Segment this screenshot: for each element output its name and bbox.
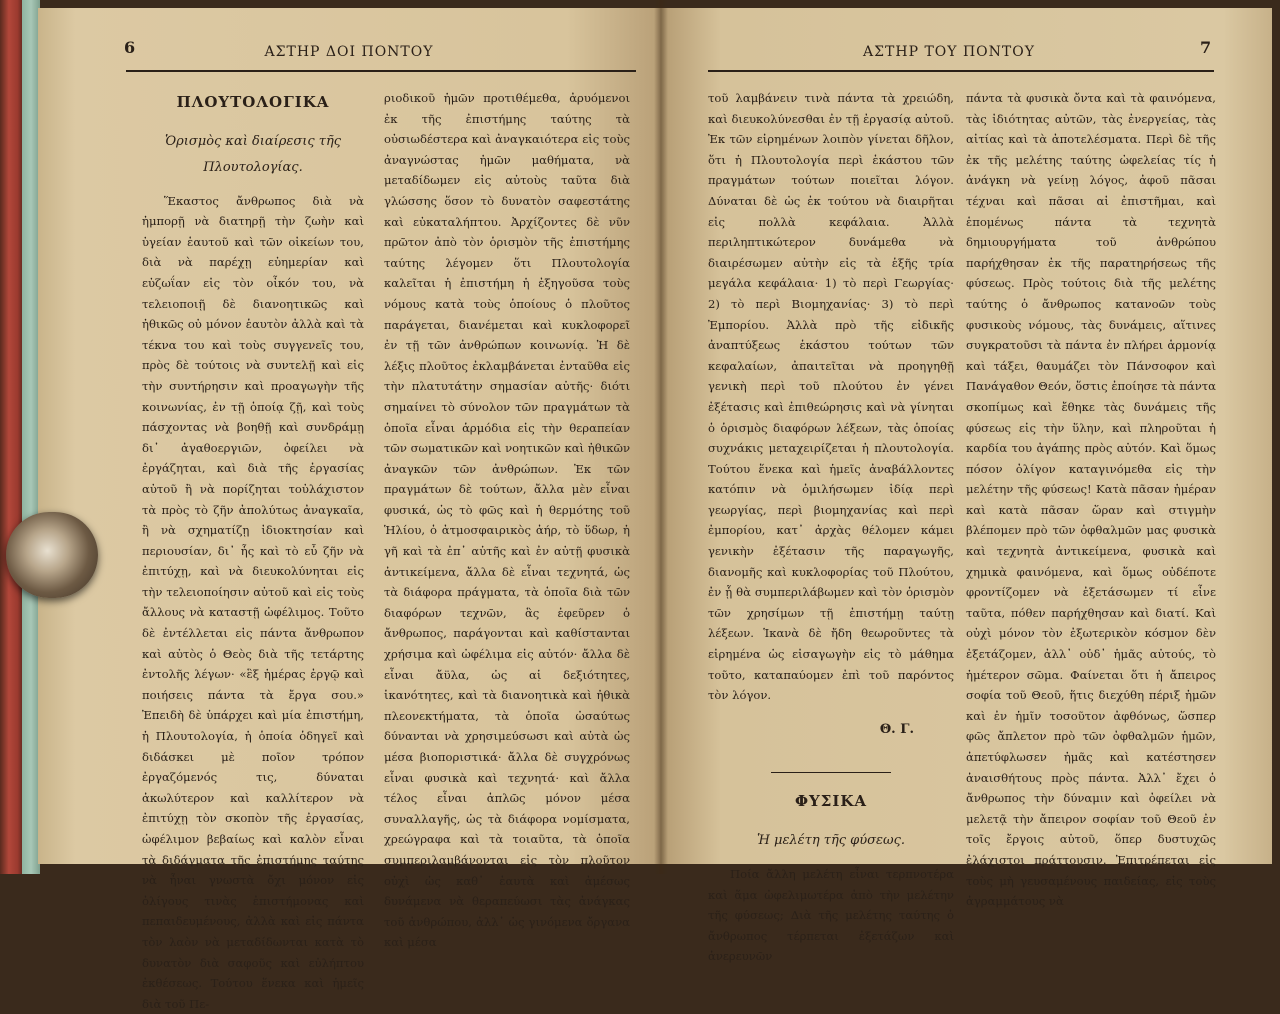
section-subtitle: Ἡ μελέτη τῆς φύσεως. <box>756 833 906 848</box>
column-text: ριοδικοῦ ἡμῶν προτιθέμεθα, ἀρυόμενοι ἐκ τῆς ἐπιστήμης ταύτης τὰ οὐσιωδέστερα καὶ ἀναγκαιότερα εἰς τοὺς ἀναγνώστας ἡμῶν μαθήματα, νὰ μεταδίδωμεν εἰς αὐτοὺς ταῦτα διὰ γλώσσης ὅσον τὸ δυνατὸν σαφεστάτης καὶ εὐκαταλήπτου. Ἀρχίζοντες δὲ νῦν πρῶτον ἀπὸ τὸν ὁρισμὸν τῆς ἐπιστήμης ταύτης λέγομεν ὅτι Πλουτολογία καλεῖται ἡ ἐπιστήμη ἡ ἐξηγοῦσα τοὺς νόμους κατὰ τοὺς ὁποίους ὁ πλοῦτος παράγεται, διανέμεται καὶ κυκλοφορεῖ ἐν τῇ τῶν ἀνθρώπων κοινωνίᾳ. Ἡ δὲ λέξις πλοῦτος ἐκλαμβάνεται ἐνταῦθα εἰς τὴν πλατυτάτην σημασίαν αὐτῆς· διότι σημαίνει τὸ σύνολον τῶν πραγμάτων τὰ ὁποῖα εἶναι ἁρμόδια εἰς τὴν θεραπείαν τῶν σωματικῶν καὶ νοητικῶν καὶ ἠθικῶν ἀναγκῶν τῶν ἀνθρώπων. Ἐκ τῶν πραγμάτων δὲ τούτων, ἄλλα μὲν εἶναι φυσικά, ὡς τὸ φῶς καὶ ἡ θερμότης τοῦ Ἡλίου, ὁ ἀτμοσφαιρικὸς ἀήρ, τὸ ὕδωρ, ἡ γῆ καὶ τὰ ἐπ᾽ αὐτῆς καὶ ἐν αὐτῇ φυσικὰ ἀντικείμενα, ἄλλα δὲ εἶναι τεχνητά, ὡς τὰ διάφορα πράγματα, τὰ ὁποῖα διὰ τῶν διαφόρων τεχνῶν, ἃς ἐφεῦρεν ὁ ἄνθρωπος, παράγονται καὶ καθίστανται χρήσιμα καὶ ὠφέλιμα εἰς αὐτόν· ἄλλα δὲ εἶναι ἄϋλα, ὡς αἱ δεξιότητες, ἱκανότητες, καὶ τὰ διανοητικὰ καὶ ἠθικὰ πλεονεκτήματα, τὰ ὁποῖα ὡσαύτως δύνανται νὰ χρησιμεύσωσι καὶ αὐτὰ ὡς μέσα βιοποριστικά· ἄλλα δὲ συγχρόνως εἶναι φυσικὰ καὶ τεχνητά· καὶ ἄλλα τέλος εἶναι ἁπλῶς μόνον μέσα συναλλαγῆς, ὡς τὰ διάφορα νομίσματα, χρεώγραφα καὶ τὰ τοιαῦτα, τὰ ὁποῖα συμπεριλαμβάνονται εἰς τὸν πλοῦτον οὐχὶ ὡς καθ᾽ ἑαυτὰ καὶ ἀμέσως δυνάμενα νὰ θεραπεύωσι τὰς ἀνάγκας τοῦ ἀνθρώπου, ἀλλ᾽ ὡς γινόμενα ὄργανα καὶ μέσα <box>384 91 630 950</box>
column-text: τοῦ λαμβάνειν τινὰ πάντα τὰ χρειώδη, καὶ διευκολύνεσθαι ἐν τῇ ἐργασίᾳ αὐτοῦ. Ἐκ τῶν εἰρημένων λοιπὸν γίνεται δῆλον, ὅτι ἡ Πλουτολογία περὶ ἑκάστου τῶν πραγμάτων τούτων ποιεῖται λόγον. Δύναται δὲ ὡς ἐκ τούτου νὰ διαιρῆται εἰς πολλὰ κεφάλαια. Ἀλλὰ περιληπτικώτερον δυνάμεθα νὰ διαιρέσωμεν αὐτὴν εἰς τὰ ἑξῆς τρία μεγάλα κεφάλαια· 1) τὸ περὶ Γεωργίας· 2) τὸ περὶ Βιομηχανίας· 3) τὸ περὶ Ἐμπορίου. Ἀλλὰ πρὸ τῆς εἰδικῆς ἀναπτύξεως ἑκάστου τούτων τῶν κεφαλαίων, ἀπαιτεῖται νὰ προηγηθῇ γενικὴ περὶ τοῦ πλούτου ἐν γένει ἐξέτασις καὶ ἐπιθεώρησις καὶ νὰ γίνηται ὁ ὁρισμὸς διαφόρων λέξεων, τὰς ὁποίας συχνάκις μεταχειρίζεται ἡ πλουτολογία. Τούτου ἕνεκα καὶ ἡμεῖς ἀναβάλλοντες κατόπιν νὰ ὁμιλήσωμεν ἰδίᾳ περὶ γεωργίας, περὶ βιομηχανίας καὶ περὶ ἐμπορίου, κατ᾽ ἀρχὰς θέλομεν κάμει γενικὴν ἐξέτασιν τῆς παραγωγῆς, διανομῆς καὶ κυκλοφορίας τοῦ Πλούτου, ἐν ᾗ θὰ συμπεριλάβωμεν καὶ τὸν ὁρισμὸν τῶν χρησίμων τῇ ἐπιστήμῃ ταύτῃ λέξεων. Ἱκανὰ δὲ ἤδη θεωροῦντες τὰ εἰρημένα ὡς εἰσαγωγὴν εἰς τὸ μάθημα τοῦτο, καταπαύομεν ἐπὶ τοῦ παρόντος τὸν λόγον. <box>708 91 954 703</box>
column-1 <box>142 88 364 1014</box>
right-page <box>660 8 1272 964</box>
running-header-left: ΑΣΤΗΡ ΔΟΙ ΠΟΝΤΟΥ <box>264 44 434 60</box>
section-title: ΦΥΣΙΚΑ <box>794 792 868 811</box>
signature: Θ. Γ. <box>879 721 914 737</box>
header-rule <box>126 70 636 72</box>
article-title: ΠΛΟΥΤΟΛΟΓΙΚΑ <box>176 93 330 111</box>
article-subtitle: Ὁρισμὸς καὶ διαίρεσις τῆς Πλουτολογίας. <box>164 133 342 175</box>
running-header-right: ΑΣΤΗΡ ΤΟΥ ΠΟΝΤΟΥ <box>863 44 1035 60</box>
page-number-right: 7 <box>1200 38 1212 57</box>
header-rule <box>708 70 1214 72</box>
section-divider <box>771 772 891 773</box>
book-clasp <box>6 512 98 598</box>
page-gutter <box>654 0 668 874</box>
column-text: Ποία ἄλλη μελέτη εἶναι τερπνοτέρα καὶ ἅμα ὠφελιμωτέρα ἀπὸ τὴν μελέτην τῆς φύσεως; Διὰ τῆς μελέτης ταύτης ὁ ἄνθρωπος τέρπεται ἐξετάζων καὶ ἀνερευνῶν <box>708 867 954 964</box>
page-number-left: 6 <box>124 38 136 57</box>
column-2 <box>384 88 630 953</box>
column-text: Ἕκαστος ἄνθρωπος διὰ νὰ ἠμπορῇ νὰ διατηρῇ τὴν ζωὴν καὶ ὑγείαν ἑαυτοῦ καὶ τῶν οἰκείων του, διὰ νὰ παρέχῃ εὐημερίαν καὶ εὐζωΐαν εἰς τὸν οἶκόν του, νὰ τελειοποιῇ δὲ διανοητικῶς καὶ ἠθικῶς οὐ μόνον ἑαυτὸν ἀλλὰ καὶ τὰ τέκνα του καὶ τοὺς συγγενεῖς του, πρὸς δὲ τούτοις νὰ συντελῇ καὶ εἰς τὴν συντήρησιν καὶ προαγωγὴν τῆς κοινωνίας, ἐν τῇ ὁποίᾳ ζῇ, καὶ τοὺς πάσχοντας νὰ βοηθῇ καὶ συνδράμῃ δι᾽ ἀγαθοεργιῶν, ὀφείλει νὰ ἐργάζηται, καὶ διὰ τῆς ἐργασίας αὐτοῦ ἢ νὰ πορίζηται τοὐλάχιστον τὰ πρὸς τὸ ζῆν ἀπολύτως ἀναγκαῖα, ἢ νὰ σχηματίζῃ ἰδιοκτησίαν καὶ περιουσίαν, δι᾽ ἧς καὶ τὸ εὖ ζῆν νὰ ἐπιτύχῃ, καὶ νὰ διευκολύνηται εἰς τὴν τελειοποίησιν αὐτοῦ καὶ εἰς τοὺς ἄλλους νὰ καταστῇ ὠφέλιμος. Τοῦτο δὲ ἐντέλλεται εἰς πάντα ἄνθρωπον καὶ αὐτὸς ὁ Θεὸς διὰ τῆς τετάρτης ἐντολῆς λέγων· «ἓξ ἡμέρας ἐργῷ καὶ ποιήσεις πάντα τὰ ἔργα σου.» Ἐπειδὴ δὲ ὑπάρχει καὶ μία ἐπιστήμη, ἡ Πλουτολογία, ἡ ὁποία ὁδηγεῖ καὶ διδάσκει μὲ ποῖον τρόπον ἐργαζόμενός τις, δύναται ἀκωλύτερον καὶ καλλίτερον νὰ ἐπιτύχῃ τὸν σκοπὸν τῆς ἐργασίας, ὠφέλιμον βεβαίως καὶ καλὸν εἶναι τὰ διδάγματα τῆς ἐπιστήμης ταύτης νὰ ἦναι γνωστὰ ὄχι μόνον εἰς ὀλίγους τινὰς ἐπιστήμονας καὶ πεπαιδευμένους, ἀλλὰ καὶ εἰς πάντα τὸν λαὸν νὰ μεταδίδωνται κατὰ τὸ δυνατὸν διὰ σαφοῦς καὶ εὐλήπτου ἐκθέσεως. Τούτου ἕνεκα καὶ ἡμεῖς διὰ τοῦ Πε- <box>142 193 364 1011</box>
column-3 <box>708 88 954 967</box>
column-text: πάντα τὰ φυσικὰ ὄντα καὶ τὰ φαινόμενα, τὰς ἰδιότητας αὐτῶν, τὰς ἐνεργείας, τὰς αἰτίας καὶ τὰ ἀποτελέσματα. Περὶ δὲ τῆς ἐκ τῆς μελέτης ταύτης ὠφελείας τίς ἡ ἀνάγκη νὰ γείνῃ λόγος, ἀφοῦ πᾶσαι τέχναι καὶ πᾶσαι αἱ ἐπιστῆμαι, καὶ ἑπομένως πάντα τὰ τεχνητὰ δημιουργήματα τοῦ ἀνθρώπου παρήχθησαν ἐκ τῆς παρατηρήσεως τῆς φύσεως. Πρὸς τούτοις διὰ τῆς μελέτης ταύτης ὁ ἄνθρωπος κατανοῶν τοὺς φυσικοὺς νόμους, τὰς δυνάμεις, αἵτινες συγκρατοῦσι τὰ πάντα ἐν πλήρει ἁρμονίᾳ καὶ τάξει, θαυμάζει τὸν Πάνσοφον καὶ Πανάγαθον Θεόν, ὅστις ἐποίησε τὰ πάντα σκοπίμως καὶ ἔθηκε τὰς δυνάμεις τῆς φύσεως εἰς τὴν ὕλην, καὶ πληροῦται ἡ καρδία του ἀγάπης πρὸς αὐτόν. Καὶ ὅμως πόσον ὀλίγον καταγινόμεθα εἰς τὴν μελέτην τῆς φύσεως! Κατὰ πᾶσαν ἡμέραν καὶ κατὰ πᾶσαν ὥραν καὶ στιγμὴν βλέπομεν πρὸ τῶν ὀφθαλμῶν μας φυσικὰ καὶ τεχνητὰ ἀντικείμενα, φυσικὰ καὶ χημικὰ φαινόμενα, καὶ ὅμως οὐδέποτε φροντίζομεν νὰ ἐξετάσωμεν τί εἶνε ταῦτα, πόθεν παρήχθησαν καὶ διατί. Καὶ οὐχὶ μόνον τὸν ἐξωτερικὸν κόσμον δὲν ἐξετάζομεν, ἀλλ᾽ οὐδ᾽ ἡμᾶς αὐτούς, τὸ ἡμέτερον σῶμα. Φαίνεται ὅτι ἡ ἄπειρος σοφία τοῦ Θεοῦ, ἥτις διεχύθη πέριξ ἡμῶν καὶ ἐν ἡμῖν τοσοῦτον ἀφθόνως, ὥσπερ φῶς ἄπλετον πρὸ τῶν ὀφθαλμῶν ἡμῶν, ἀπετύφλωσεν ἡμᾶς καὶ κατέστησεν ἀναισθήτους πρὸς πάντα. Ἀλλ᾽ ἔχει ὁ ἄνθρωπος τὴν δύναμιν καὶ ὀφείλει νὰ μελετᾷ τὴν ἄπειρον σοφίαν τοῦ Θεοῦ ἐν τοῖς ἔργοις αὐτοῦ, ὅπερ δυστυχῶς ἐλάχιστοι πράττουσιν. Ἐπιτρέπεται εἰς τοὺς μὴ γευσαμένους παιδείας, εἰς τοὺς ἀγραμμάτους νὰ <box>966 91 1216 909</box>
book-spine <box>0 0 22 874</box>
left-page <box>38 8 660 1011</box>
column-4 <box>966 88 1216 912</box>
